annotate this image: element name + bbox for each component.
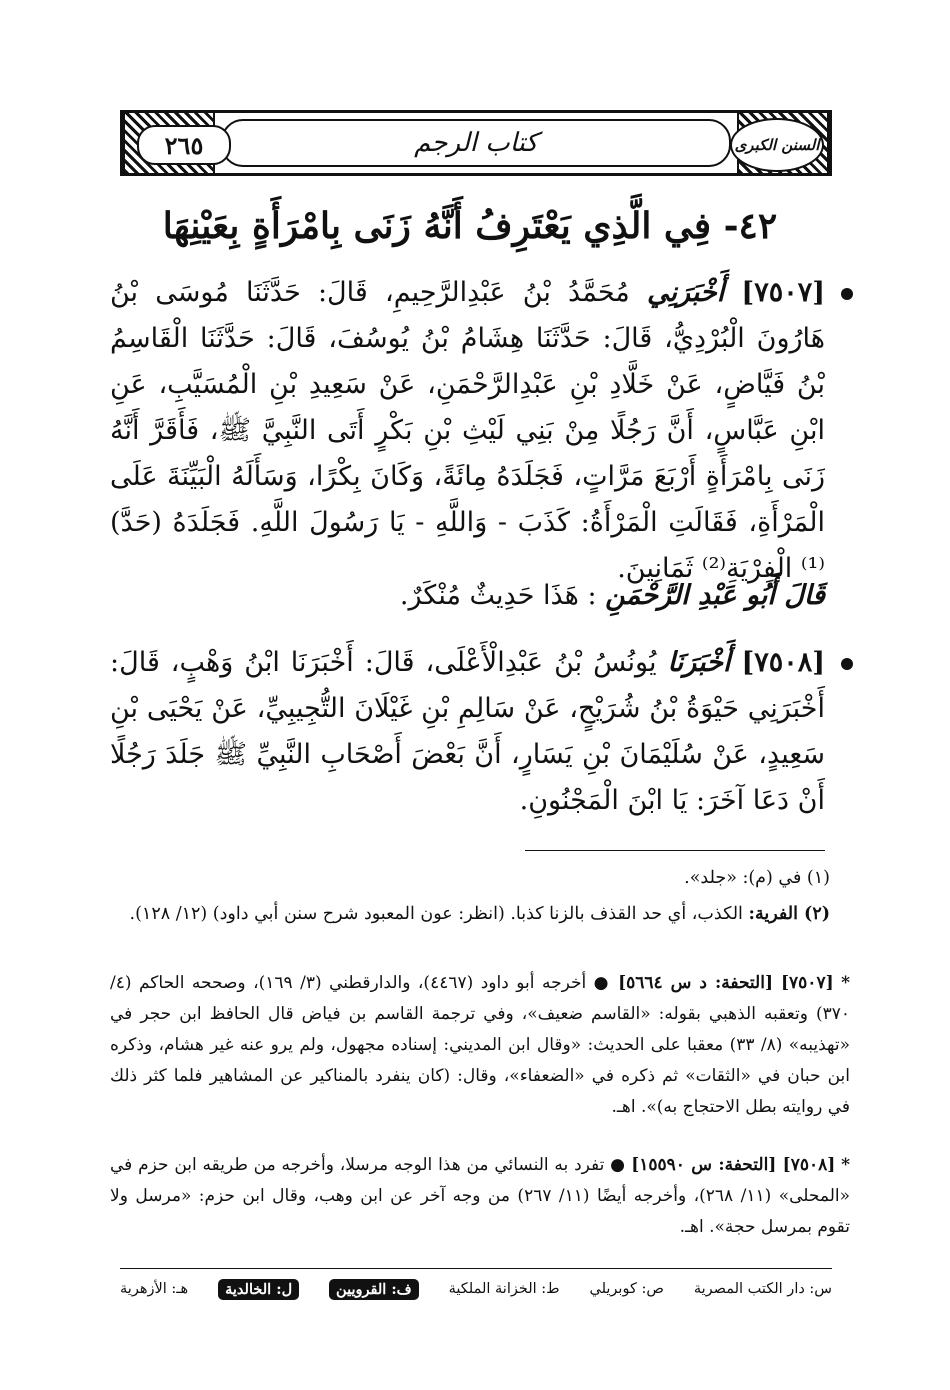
footnote-2 (110, 898, 830, 930)
legend-item-highlighted: ل: الخالدية (218, 1279, 299, 1300)
bullet-icon (841, 658, 853, 670)
bullet-icon (841, 288, 853, 300)
comment-speaker: قَالَ أَبُو عَبْدِ الرَّحْمَنِ (605, 580, 825, 611)
takhrij-ref: [٧٥٠٨] [التحفة: س ١٥٥٩٠] (631, 1155, 836, 1175)
book-logo: السنن الكبرى (730, 118, 824, 172)
hadith-lead: أَخْبَرَنِي (646, 277, 725, 308)
asterisk-icon: * (841, 1155, 850, 1175)
footnote-label: (٢) الفرية: (748, 904, 830, 924)
hadith-lead: أَخْبَرَنَا (667, 647, 731, 678)
footnote-text: الكذب، أي حد القذف بالزنا كذبا. (انظر: عون المعبود شرح سنن أبي داود) (١٢/ ١٢٨). (129, 904, 743, 924)
manuscript-legend (120, 1272, 832, 1306)
running-title: كتاب الرجم (221, 119, 731, 167)
takhrij-7507 (110, 968, 850, 1123)
hadith-text: يُونُسُ بْنُ عَبْدِالْأَعْلَى، قَالَ: أَخْبَرَنَا ابْنُ وَهْبٍ، قَالَ: أَخْبَرَنِي حَيْوَةُ بْنُ شُرَيْحٍ، عَنْ سَالِمِ بْنِ غَيْلَانَ التُّجِيبِيِّ، عَنْ يَحْيَى بْنِ سَعِيدٍ، عَنْ سُلَيْمَانَ بْنِ يَسَارٍ، أَنَّ بَعْضَ أَصْحَابِ النَّبِيِّ ﷺ جَلَدَ رَجُلًا أَنْ دَعَا آخَرَ: يَا ابْنَ الْمَجْنُونِ. (110, 647, 825, 816)
author-comment (200, 580, 825, 611)
hadith-number: [٧٥٠٧] (741, 277, 825, 308)
legend-item: هـ: الأزهرية (120, 1281, 189, 1297)
takhrij-ref: [٧٥٠٧] [التحفة: د س ٥٦٦٤] (618, 973, 834, 993)
hadith-number: [٧٥٠٨] (741, 647, 826, 678)
asterisk-icon: * (841, 973, 850, 993)
legend-rule (120, 1268, 832, 1269)
legend-item-highlighted: ف: القرويين (329, 1279, 419, 1300)
hadith-7507 (110, 270, 825, 592)
legend-item: ص: كوبريلي (589, 1281, 664, 1297)
footnote-text: (١) في (م): «جلد». (684, 868, 830, 888)
takhrij-7508 (110, 1150, 850, 1243)
comment-text: : هَذَا حَدِيثٌ مُنْكَرٌ. (399, 580, 597, 611)
page-number: ٢٦٥ (137, 125, 231, 165)
footnote-divider (525, 850, 825, 851)
takhrij-text: ● أخرجه أبو داود (٤٤٦٧)، والدارقطني (٣/ ١٦٩)، وصححه الحاكم (٤/ ٣٧٠) وتعقبه الذهبي بقوله: «القاسم ضعيف»، وفي ترجمة القاسم بن فياض قال الحافظ ابن حجر في «تهذيبه» (٨/ ٣٣) معقبا على الحديث: «وقال ابن المديني: إسناده مجهول، ولم يرو عنه غير هشام، وذكره ابن حبان في «الثقات» ثم ذكره في «الضعفاء»، وقال: (كان ينفرد بالمناكير عن المشاهير فلما كثر ذلك في روايته بطل الاحتجاج به)». اهـ. (110, 973, 850, 1117)
hadith-text: مُحَمَّدُ بْنُ عَبْدِالرَّحِيمِ، قَالَ: حَدَّثَنَا مُوسَى بْنُ هَارُونَ الْبُرْدِيُّ، قَالَ: حَدَّثَنَا هِشَامُ بْنُ يُوسُفَ، قَالَ: حَدَّثَنَا الْقَاسِمُ بْنُ فَيَّاضٍ، عَنْ خَلَّادِ بْنِ عَبْدِالرَّحْمَنِ، عَنْ سَعِيدِ بْنِ الْمُسَيَّبِ، عَنِ ابْنِ عَبَّاسٍ، أَنَّ رَجُلًا مِنْ بَنِي لَيْثِ بْنِ بَكْرٍ أَتَى النَّبِيَّ ﷺ، فَأَقَرَّ أَنَّهُ زَنَى بِامْرَأَةٍ أَرْبَعَ مَرَّاتٍ، فَجَلَدَهُ مِائَةً، وَكَانَ بِكْرًا، وَسَأَلَهُ الْبَيِّنَةَ عَلَى الْمَرْأَةِ، فَقَالَتِ الْمَرْأَةُ: كَذَبَ - وَاللَّهِ - يَا رَسُولَ اللَّهِ. فَجَلَدَهُ (حَدَّ)⁽¹⁾ الْفِرْيَةِ⁽²⁾ ثَمَانِينَ. (110, 277, 825, 584)
legend-item: ط: الخزانة الملكية (448, 1281, 560, 1297)
chapter-title: ٤٢- فِي الَّذِي يَعْتَرِفُ أَنَّهُ زَنَى بِامْرَأَةٍ بِعَيْنِهَا (162, 205, 778, 247)
footnote-1 (110, 862, 830, 894)
legend-item: س: دار الكتب المصرية (693, 1281, 832, 1297)
takhrij-text: ● تفرد به النسائي من هذا الوجه مرسلا، وأخرجه من طريقه ابن حزم في «المحلى» (١١/ ٢٦٨)، وأخرجه أيضًا (١١/ ٢٦٧) من وجه آخر عن ابن وهب، وقال ابن حزم: «مرسل ولا تقوم بمرسل حجة». اهـ. (110, 1155, 850, 1237)
hadith-7508 (110, 640, 825, 824)
